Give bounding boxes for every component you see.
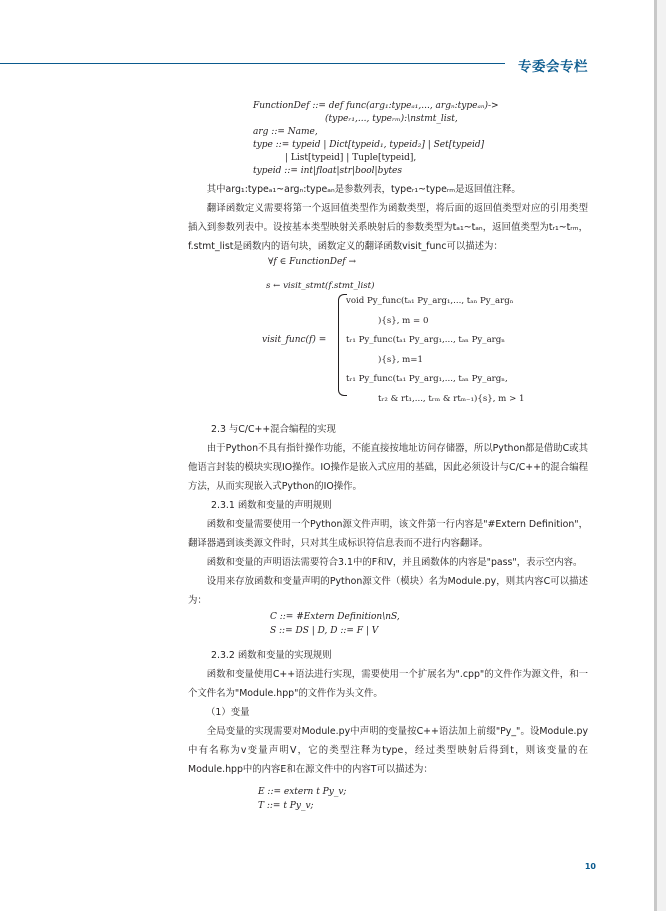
- e-formula: E ::= extern t Py_v;: [258, 787, 347, 797]
- forall-line: ∀f ∈ FunctionDef →: [268, 257, 357, 267]
- paragraph: 其中arg₁:typeₐ₁~argₙ:typeₐₙ是参数列表，typeᵣ₁~typeᵣₘ是返回值注释。: [206, 184, 521, 195]
- paragraph: 函数和变量需要使用一个Python源文件声明，该文件第一行内容是"#Extern Definition"，翻译器遇到该类源文件时，只对其生成标识符信息表而不进行内容翻译。: [188, 519, 588, 549]
- page-edge-shadow: [657, 0, 666, 911]
- s-formula: S ::= DS | D, D ::= F | V: [270, 626, 379, 636]
- header-rule: [0, 63, 505, 64]
- grammar-line: | List[typeid] | Tuple[typeid],: [285, 153, 417, 163]
- heading-2-3-2: 2.3.2 函数和变量的实现规则: [211, 650, 332, 661]
- paragraph: 由于Python不具有指针操作功能，不能直接按地址访问存储器，所以Python都是借助C或其他语言封装的模块实现IO操作。IO操作是嵌入式应用的基础，因此必须设计与C/C++的混合编程方法，从而实现嵌入式Python的IO操作。: [188, 443, 588, 492]
- paragraph: 设用来存放函数和变量声明的Python源文件（模块）名为Module.py，则其内容C可以描述为：: [188, 576, 588, 606]
- case-line: tᵣ₁ Py_func(tₐ₁ Py_arg₁,..., tₐₙ Py_argₙ: [346, 335, 506, 345]
- case-list: [346, 292, 524, 409]
- visit-func-label: visit_func(f) =: [262, 335, 327, 345]
- section-title: 专委会专栏: [518, 59, 588, 75]
- visit-func-definition: [262, 256, 588, 406]
- t-formula: T ::= t Py_v;: [258, 801, 314, 811]
- case-line: ){s}, m=1: [378, 354, 423, 365]
- case-line: tᵣ₂ & rt₁,..., tᵣₘ & rtₘ₋₁){s}, m > 1: [378, 393, 525, 404]
- paragraph: 全局变量的实现需要对Module.py中声明的变量按C++语法加上前缀"Py_"。设Module.py中有名称为v变量声明V，它的类型注释为type，经过类型映射后得到t，则该变量的在Module.hpp中的内容E和在源文件中的内容T可以描述为：: [188, 726, 588, 775]
- case-line: tᵣ₁ Py_func(tₐ₁ Py_arg₁,..., tₐₙ Py_argₙ,: [346, 374, 508, 384]
- heading-2-3-1: 2.3.1 函数和变量的声明规则: [211, 500, 332, 511]
- grammar-line: type ::= typeid | Dict[typeid₁, typeid₂] | Set[typeid]: [253, 140, 485, 150]
- case-line: void Py_func(tₐ₁ Py_arg₁,..., tₐₙ Py_argₙ: [346, 296, 514, 306]
- heading-2-3: 2.3 与C/C++混合编程的实现: [211, 424, 336, 435]
- grammar-line: FunctionDef ::= def func(arg₁:typeₐ₁,..., argₙ:typeₐₙ)->: [253, 101, 499, 111]
- paragraph: 翻译函数定义需要将第一个返回值类型作为函数类型，将后面的返回值类型对应的引用类型插入到参数列表中。设按基本类型映射关系映射后的参数类型为tₐ₁~tₐₙ，返回值类型为tᵣ₁~tᵣₘ，f.stmt_list是函数内的语句块，函数定义的翻译函数visit_func可以描述为：: [188, 203, 588, 252]
- c-formula: C ::= #Extern Definition\nS,: [270, 612, 400, 622]
- case-line: ){s}, m = 0: [378, 315, 429, 326]
- page-number: 10: [584, 862, 596, 871]
- paragraph: 函数和变量的声明语法需要符合3.1中的F和V，并且函数体的内容是"pass"，表示空内容。: [206, 557, 583, 568]
- grammar-line: arg ::= Name,: [253, 127, 318, 137]
- article-body: [188, 98, 588, 813]
- grammar-line: typeid ::= int|float|str|bool|bytes: [253, 166, 403, 176]
- assign-line: s ← visit_stmt(f.stmt_list): [266, 281, 375, 291]
- paragraph: 函数和变量使用C++语法进行实现，需要使用一个扩展名为".cpp"的文件作为源文件，和一个文件名为"Module.hpp"的文件作为头文件。: [188, 669, 588, 699]
- heading-variable: （1）变量: [206, 707, 250, 718]
- grammar-line: (typeᵣ₁,..., typeᵣₘ):\nstmt_list,: [325, 114, 458, 124]
- grammar-block: [253, 100, 588, 178]
